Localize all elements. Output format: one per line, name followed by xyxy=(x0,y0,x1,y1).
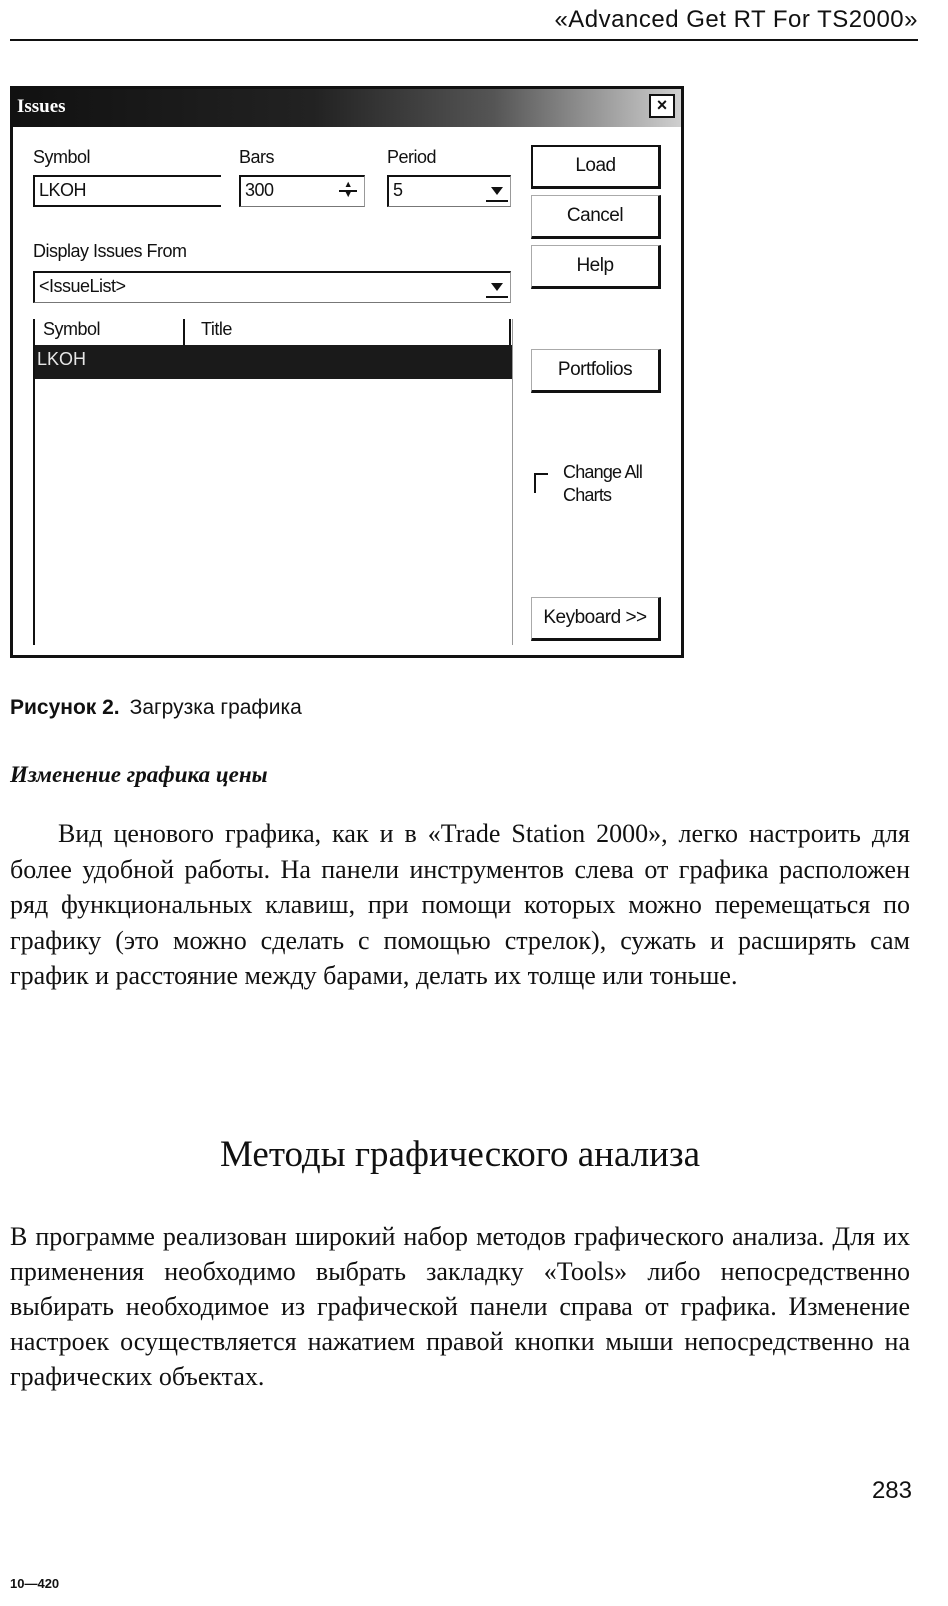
signature-mark: 10—420 xyxy=(10,1576,60,1591)
chevron-down-icon[interactable] xyxy=(486,180,508,202)
help-button[interactable]: Help xyxy=(531,245,661,289)
header-rule xyxy=(10,39,918,41)
row-symbol: LKOH xyxy=(37,349,87,369)
table-row[interactable] xyxy=(35,345,512,379)
column-header-symbol[interactable]: Symbol xyxy=(35,319,185,345)
caption-label: Рисунок 2. xyxy=(10,696,120,719)
caption-text: Загрузка графика xyxy=(129,696,302,719)
change-all-charts-checkbox[interactable] xyxy=(534,473,548,493)
spin-up-down-icon[interactable]: ▲ ▼ xyxy=(336,179,360,203)
issues-list[interactable] xyxy=(33,319,513,645)
portfolios-button[interactable]: Portfolios xyxy=(531,349,661,393)
dialog-title: Issues xyxy=(17,96,66,117)
period-label: Period xyxy=(387,147,437,167)
display-issues-label: Display Issues From xyxy=(33,241,187,261)
display-issues-value: <IssueList> xyxy=(39,276,126,296)
chevron-down-icon[interactable] xyxy=(486,276,508,298)
change-all-label-line2: Charts xyxy=(563,485,612,505)
bars-value: 300 xyxy=(245,180,274,200)
figure-caption xyxy=(10,696,302,720)
change-all-charts-label xyxy=(563,461,642,507)
bars-label: Bars xyxy=(239,147,275,167)
cancel-button[interactable]: Cancel xyxy=(531,195,661,239)
issues-dialog xyxy=(10,86,684,658)
dialog-titlebar[interactable] xyxy=(13,89,681,127)
keyboard-button[interactable]: Keyboard >> xyxy=(531,597,661,641)
display-issues-select[interactable] xyxy=(33,271,511,303)
section-title: Методы графического анализа xyxy=(219,1134,700,1175)
close-icon[interactable]: × xyxy=(649,94,675,118)
running-header: «Advanced Get RT For TS2000» xyxy=(554,6,918,33)
load-button[interactable]: Load xyxy=(531,145,661,189)
page-number: 283 xyxy=(871,1477,912,1504)
symbol-label: Symbol xyxy=(33,147,91,167)
period-value: 5 xyxy=(393,180,403,200)
bars-stepper[interactable] xyxy=(239,175,365,207)
symbol-input[interactable]: LKOH xyxy=(33,175,221,207)
paragraph-2: В программе реализован широкий набор методов графического анализа. Для их применения необходимо выбрать закладку «Tools» либо непосредственно выбирать необходимое из графической панели справа от графика. Изменение настроек осуществляется нажатием правой кнопки мыши непосредственно на графических объектах. xyxy=(10,1222,910,1391)
period-select[interactable] xyxy=(387,175,511,207)
change-all-label-line1: Change All xyxy=(563,462,643,482)
subheading: Изменение графика цены xyxy=(10,762,268,787)
paragraph-1: Вид ценового графика, как и в «Trade Station 2000», легко настроить для более удобной работы. На панели инструментов слева от графика расположен ряд функциональных клавиш, при помощи которых можно перемещаться по графику (это можно сделать с помощью стрелок), сужать и расширять сам график и расстояние между барами, делать их толще или тоньше. xyxy=(10,819,910,990)
column-header-title[interactable]: Title xyxy=(187,319,511,345)
